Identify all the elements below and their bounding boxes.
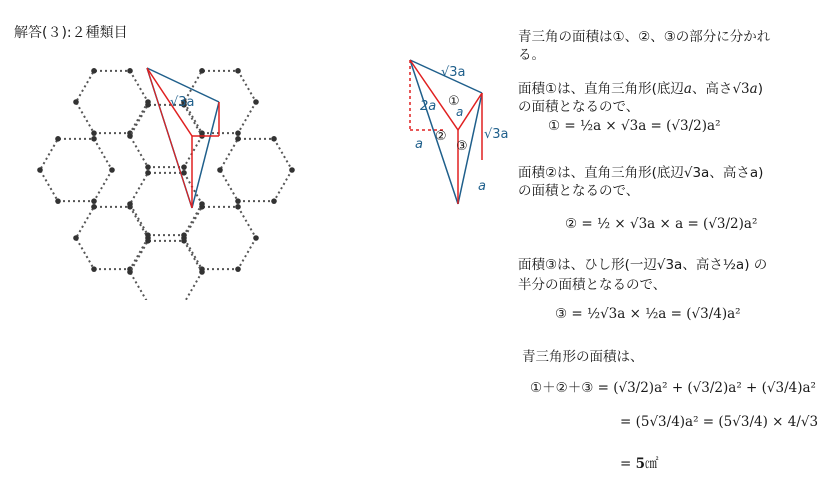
hexagon-vertex-dot bbox=[37, 167, 43, 173]
hexagon-vertex-dot bbox=[145, 164, 151, 170]
hexagon-vertex-dot bbox=[271, 198, 277, 204]
hexagon-vertex-dot bbox=[199, 201, 205, 207]
hexagon-vertex-dot bbox=[127, 201, 133, 207]
final-answer-unit: ㎠ bbox=[645, 456, 659, 472]
hexagon-cell bbox=[76, 71, 148, 133]
hexagon-vertex-dot bbox=[145, 238, 151, 244]
hexagon-vertex-dot bbox=[55, 136, 61, 142]
hexagon-vertex-dot bbox=[91, 68, 97, 74]
hexagon-vertex-dot bbox=[91, 204, 97, 210]
hexagon-vertex-dot bbox=[235, 266, 241, 272]
tri-top-label: √3a bbox=[441, 65, 466, 80]
tri-lower-a-label: a bbox=[478, 179, 486, 194]
hexagon-vertex-dot bbox=[253, 235, 259, 241]
p3-line2: 半分の面積となるので、 bbox=[518, 277, 667, 293]
left-triangle-lines bbox=[147, 68, 219, 208]
hexagon-cell bbox=[130, 241, 202, 300]
equation-4: ①＋②＋③ = (√3/2)a² + (√3/2)a² + (√3/4)a² bbox=[530, 380, 816, 396]
hexagon-vertex-dot bbox=[235, 130, 241, 136]
p1-line2: の面積となるので、 bbox=[518, 99, 640, 115]
p4-line1: 青三角形の面積は、 bbox=[522, 349, 644, 365]
hexagon-vertex-dot bbox=[55, 198, 61, 204]
hexagon-vertex-dot bbox=[91, 130, 97, 136]
tri-circle3: ③ bbox=[456, 139, 468, 154]
hexagon-vertex-dot bbox=[73, 235, 79, 241]
equation-3: ③ = ½√3a × ½a = (√3/4)a² bbox=[555, 306, 741, 322]
hexagon-vertex-dot bbox=[235, 68, 241, 74]
triangle-breakdown-figure bbox=[395, 50, 520, 210]
hexagon-vertex-dot bbox=[235, 198, 241, 204]
p2-line2: の面積となるので、 bbox=[518, 183, 640, 199]
hexagon-vertex-dot bbox=[145, 170, 151, 176]
tri-left-label: 2a bbox=[420, 99, 437, 114]
hexagon-vertex-dot bbox=[181, 164, 187, 170]
tri-right-label: √3a bbox=[484, 127, 509, 142]
hexagon-vertex-dot bbox=[109, 167, 115, 173]
tri-circle1: ① bbox=[448, 94, 460, 109]
hexagon-vertex-dot bbox=[199, 68, 205, 74]
tri-blue-left bbox=[410, 60, 458, 204]
hexagon-vertex-dot bbox=[181, 238, 187, 244]
intro-line1: 青三角の面積は①、②、③の部分に分かれ bbox=[518, 29, 771, 45]
hexagon-vertex-dot bbox=[289, 167, 295, 173]
intro-line2: る。 bbox=[518, 47, 545, 63]
final-answer-value: 5 bbox=[635, 456, 646, 472]
left-sqrt3a-label: √3a bbox=[170, 95, 195, 110]
hexagon-cell bbox=[40, 139, 112, 201]
hexagon-vertex-dot bbox=[217, 167, 223, 173]
hexagon-vertex-dot bbox=[145, 102, 151, 108]
hexagon-vertex-dot bbox=[127, 269, 133, 275]
hexagon-vertex-dot bbox=[91, 198, 97, 204]
red-edge-5 bbox=[147, 68, 192, 208]
hexagon-vertex-dot bbox=[91, 266, 97, 272]
hexagon-vertex-dot bbox=[199, 269, 205, 275]
tri-bottom-left-label: a bbox=[415, 137, 423, 152]
tri-inner-a-label: a bbox=[456, 105, 464, 119]
hexagon-cell bbox=[220, 139, 292, 201]
hexagon-vertex-dot bbox=[253, 99, 259, 105]
page-heading: 解答(３):２種類目 bbox=[14, 25, 128, 41]
tri-circle2: ② bbox=[435, 129, 447, 144]
blue-edge-right bbox=[192, 102, 219, 208]
hexagon-vertex-dot bbox=[235, 204, 241, 210]
p1-line1: 面積①は、直角三角形(底辺a、高さ√3a) bbox=[518, 81, 763, 97]
hexagon-vertex-dot bbox=[235, 136, 241, 142]
p2-line1: 面積②は、直角三角形(底辺√3a、高さa) bbox=[518, 165, 764, 181]
hexagon-vertex-dot bbox=[145, 232, 151, 238]
hexagon-vertex-dot bbox=[91, 136, 97, 142]
equation-2: ② = ½ × √3a × a = (√3/2)a² bbox=[565, 216, 758, 232]
hexagon-vertex-dot bbox=[73, 99, 79, 105]
hexagon-dotted-grid bbox=[37, 68, 295, 300]
p3-line1: 面積③は、ひし形(一辺√3a、高さ½a) の bbox=[518, 257, 768, 273]
hexagon-vertex-dot bbox=[181, 232, 187, 238]
hexagon-vertex-dot bbox=[127, 68, 133, 74]
hexagon-grid-figure bbox=[0, 0, 310, 300]
equation-1: ① = ½a × √3a = (√3/2)a² bbox=[548, 118, 721, 134]
equation-6: = 5㎠ bbox=[620, 456, 659, 472]
hexagon-vertex-dot bbox=[271, 136, 277, 142]
equation-5: = (5√3/4)a² = (5√3/4) × 4/√3 bbox=[620, 414, 819, 430]
hexagon-vertex-dot bbox=[127, 133, 133, 139]
hexagon-cell bbox=[76, 207, 148, 269]
